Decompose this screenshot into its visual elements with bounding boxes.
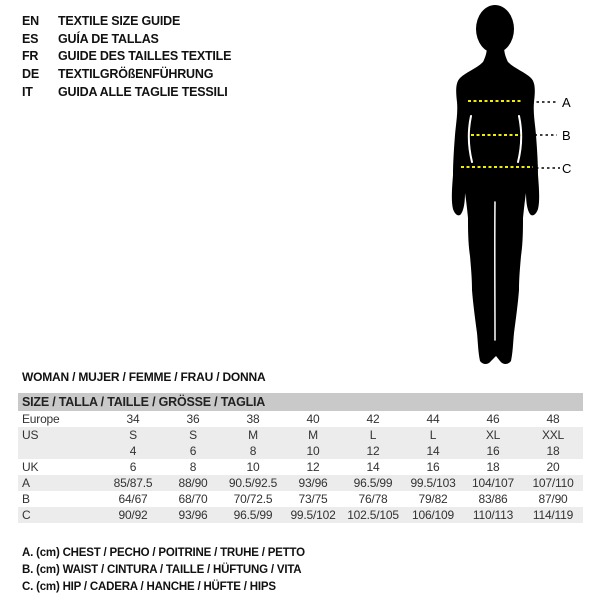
language-row-es	[22, 31, 231, 49]
size-cell: 76/78	[358, 492, 388, 506]
size-cell: 73/75	[298, 492, 328, 506]
size-cell: 96.5/99	[233, 508, 273, 522]
size-cell: 16	[426, 460, 440, 474]
size-cell: 12	[366, 444, 380, 458]
size-cell: 40	[306, 412, 320, 426]
size-cell: 18	[546, 444, 560, 458]
section-title: WOMAN / MUJER / FEMME / FRAU / DONNA	[22, 370, 266, 384]
measure-label-a: A	[562, 95, 571, 110]
size-cell: L	[429, 428, 437, 442]
size-cell: 8	[189, 460, 197, 474]
table-row-hip	[18, 507, 583, 523]
row-label: Europe	[22, 412, 60, 426]
size-cell: 10	[306, 444, 320, 458]
language-row-de	[22, 66, 231, 84]
size-cell: 79/82	[418, 492, 448, 506]
table-header-row	[18, 393, 583, 411]
size-cell: M	[308, 428, 318, 442]
size-cell: 6	[189, 444, 197, 458]
language-title: TEXTILE SIZE GUIDE	[58, 14, 181, 28]
row-label: A	[22, 476, 30, 490]
silhouette-head	[476, 5, 514, 53]
measure-label-c: C	[562, 161, 572, 176]
size-cell: L	[369, 428, 377, 442]
table-row-us-numeric	[18, 443, 583, 459]
size-cell: 106/109	[412, 508, 454, 522]
size-cell: 90.5/92.5	[228, 476, 278, 490]
size-cell: 90/92	[118, 508, 148, 522]
row-label: B	[22, 492, 30, 506]
size-cell: 70/72.5	[233, 492, 273, 506]
size-cell: 110/113	[472, 508, 514, 522]
size-cell: 99.5/103	[410, 476, 456, 490]
size-cell: 104/107	[472, 476, 514, 490]
size-cell: 14	[426, 444, 440, 458]
size-cell: 85/87.5	[113, 476, 153, 490]
table-row-waist	[18, 491, 583, 507]
size-cell: 114/119	[532, 508, 574, 522]
language-title: TEXTILGRÖßENFÜHRUNG	[58, 67, 214, 82]
language-title: GUIDE DES TAILLES TEXTILE	[58, 49, 232, 64]
language-code: FR	[22, 49, 39, 64]
row-label: UK	[22, 460, 39, 474]
size-cell: 107/110	[532, 476, 574, 490]
size-cell: 6	[129, 460, 137, 474]
row-label	[18, 443, 103, 459]
table-row-europe	[18, 411, 583, 427]
size-cell: 18	[486, 460, 500, 474]
size-cell: 96.5/99	[353, 476, 393, 490]
size-cell: 12	[306, 460, 320, 474]
size-cell: 10	[246, 460, 260, 474]
size-cell: 48	[546, 412, 560, 426]
row-label: US	[22, 428, 39, 442]
language-code: IT	[22, 84, 33, 99]
size-cell: 99.5/102	[290, 508, 336, 522]
language-title: GUIDA ALLE TAGLIE TESSILI	[58, 84, 228, 99]
size-cell: 83/86	[478, 492, 508, 506]
size-cell: 93/96	[298, 476, 328, 490]
size-cell: 93/96	[178, 508, 208, 522]
table-row-us-letter	[18, 427, 583, 443]
size-cell: 42	[366, 412, 380, 426]
size-cell: XXL	[541, 428, 565, 442]
language-row-fr	[22, 48, 231, 66]
language-row-en	[22, 13, 231, 31]
language-code: EN	[22, 14, 39, 28]
language-title: GUÍA DE TALLAS	[58, 31, 159, 46]
legend-item-waist: B. (cm) WAIST / CINTURA / TAILLE / HÜFTUNG / VITA	[22, 563, 302, 576]
table-header: SIZE / TALLA / TAILLE / GRÖSSE / TAGLIA	[18, 393, 583, 411]
size-cell: 20	[546, 460, 560, 474]
size-cell: 38	[246, 412, 260, 426]
measurement-legend	[22, 545, 305, 595]
size-table	[18, 393, 583, 523]
language-list	[22, 13, 231, 102]
size-cell: 4	[129, 444, 137, 458]
table-row-chest	[18, 475, 583, 491]
size-cell: 14	[366, 460, 380, 474]
size-cell: 102.5/105	[347, 508, 399, 522]
legend-item-chest: A. (cm) CHEST / PECHO / POITRINE / TRUHE / PETTO	[22, 547, 305, 559]
table-row-uk	[18, 459, 583, 475]
size-cell: S	[129, 428, 137, 442]
size-cell: S	[189, 428, 197, 442]
size-cell: M	[248, 428, 258, 442]
language-row-it	[22, 84, 231, 102]
size-cell: 16	[486, 444, 500, 458]
language-code: ES	[22, 31, 39, 46]
legend-item-hip: C. (cm) HIP / CADERA / HANCHE / HÜFTE / HIPS	[22, 580, 276, 593]
size-cell: 68/70	[178, 492, 208, 506]
size-cell: 87/90	[538, 492, 568, 506]
size-cell: 64/67	[118, 492, 148, 506]
size-cell: 88/90	[178, 476, 208, 490]
woman-silhouette-diagram	[430, 2, 565, 370]
size-cell: 46	[486, 412, 500, 426]
size-cell: 8	[249, 444, 257, 458]
language-code: DE	[22, 67, 39, 82]
size-cell: 34	[126, 412, 140, 426]
row-label: C	[22, 508, 31, 522]
size-cell: 44	[426, 412, 440, 426]
size-cell: 36	[186, 412, 200, 426]
measure-label-b: B	[562, 128, 571, 143]
size-cell: XL	[485, 428, 501, 442]
